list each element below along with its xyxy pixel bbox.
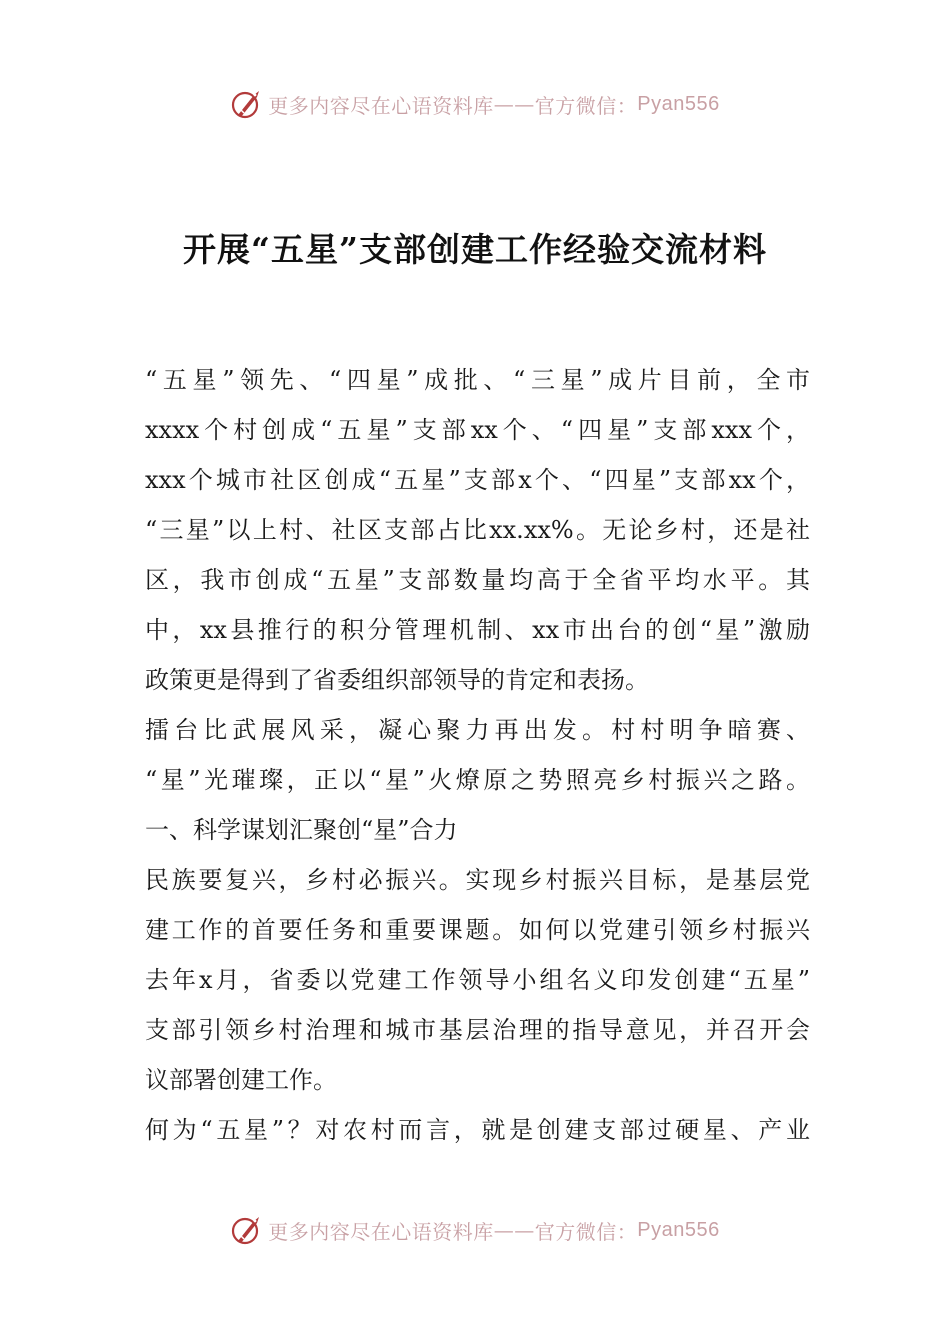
document-body bbox=[145, 355, 810, 1155]
pen-nib-logo-icon bbox=[230, 87, 264, 121]
body-line: 议部署创建工作。 bbox=[145, 1066, 337, 1094]
banner-text: 更多内容尽在心语资料库 bbox=[268, 1219, 494, 1244]
body-line: 区，我市创成“五星”支部数量均高于全省平均水平。其 bbox=[145, 566, 810, 594]
body-line: xxx个城市社区创成“五星”支部x个、“四星”支部xx个， bbox=[145, 466, 810, 494]
banner-wechat-label: 官方微信： bbox=[534, 1219, 638, 1244]
body-line: 支部引领乡村治理和城市基层治理的指导意见，并召开会 bbox=[145, 1016, 810, 1044]
pen-nib-logo-icon bbox=[230, 1213, 264, 1247]
document-title: 开展“五星”支部创建工作经验交流材料 bbox=[183, 230, 767, 269]
banner-dash: —— bbox=[493, 1218, 535, 1242]
body-line: 去年x月，省委以党建工作领导小组名义印发创建“五星” bbox=[145, 966, 810, 994]
banner-text: 更多内容尽在心语资料库 bbox=[268, 93, 494, 118]
footer-banner bbox=[0, 1210, 950, 1250]
body-line: “三星”以上村、社区支部占比xx.xx%。无论乡村，还是社 bbox=[145, 516, 810, 544]
body-line: xxxx个村创成“五星”支部xx个、“四星”支部xxx个， bbox=[145, 416, 810, 444]
body-line: 建工作的首要任务和重要课题。如何以党建引领乡村振兴 bbox=[145, 916, 810, 944]
banner-wechat-id: Pyan556 bbox=[637, 92, 720, 115]
banner-wechat-id: Pyan556 bbox=[637, 1218, 720, 1241]
body-line: 何为“五星”？对农村而言，就是创建支部过硬星、产业 bbox=[145, 1116, 810, 1144]
section-heading: 一、科学谋划汇聚创“星”合力 bbox=[145, 816, 458, 844]
body-line: 中，xx县推行的积分管理机制、xx市出台的创“星”激励 bbox=[145, 616, 810, 644]
body-line: “五星”领先、“四星”成批、“三星”成片目前，全市 bbox=[145, 366, 810, 394]
banner-wechat-label: 官方微信： bbox=[534, 93, 638, 118]
body-line: 擂台比武展风采，凝心聚力再出发。村村明争暗赛、 bbox=[145, 716, 810, 744]
body-line: 民族要复兴，乡村必振兴。实现乡村振兴目标，是基层党 bbox=[145, 866, 810, 894]
body-line: “星”光璀璨，正以“星”火燎原之势照亮乡村振兴之路。 bbox=[145, 766, 810, 794]
body-line: 政策更是得到了省委组织部领导的肯定和表扬。 bbox=[145, 666, 649, 694]
banner-dash: —— bbox=[493, 92, 535, 116]
header-banner bbox=[0, 84, 950, 124]
